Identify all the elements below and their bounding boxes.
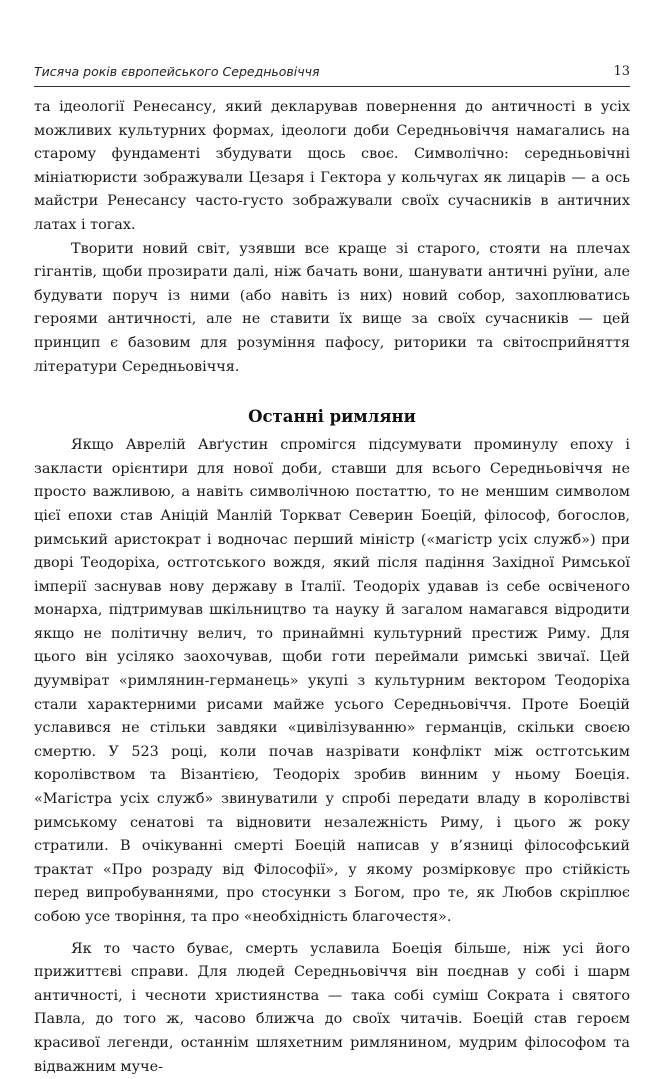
book-page <box>34 0 630 1075</box>
running-title: Тисяча років європейського Середньовіччя <box>34 64 320 79</box>
paragraph-continuation: та ідеології Ренесансу, який декларував повернення до античності в усіх можливих культурних формах, ідеологи доби Середньовіччя намагались на старому фундаменті збудувати щось своє. Символічно: середньовічні мініатюристи зображували Цезаря і Гектора у кольчугах як лицарів — а ось майстри Ренесансу часто-густо зображували своїх сучасників в античних латах і тогах. <box>34 99 630 233</box>
paragraph: Якщо Аврелій Авґустин спромігся підсумувати проминулу епоху і закласти орієнтири для нової доби, ставши для всього Середньовіччя не просто важливою, а навіть символічною постаттю, то не меншим символом цієї епохи став Аніцій Манлій Торкват Северин Боецій, філософ, богослов, римський аристократ і водночас перший міністр («магістр усіх служб») при дворі Теодоріха, остготського вождя, який після падіння Західної Римської імперії заснував нову державу в Італії. Теодоріх удавав із себе освіченого монарха, підтримував шкільництво та науку й загалом намагався відродити якщо не політичну велич, то принаймні культурний престиж Риму. Для цього він усіляко заохочував, щоби готи переймали римські звичаї. Цей дуумвірат «римлянин-германець» укупі з культурним вектором Теодоріха стали характерними рисами майже усього Середньовіччя. Проте Боецій уславився не стільки завдяки «цивілізуванню» германців, скільки своєю смертю. У 523 році, коли почав назрівати конфлікт між остготським королівством та Візантією, Теодоріх зробив винним у ньому Боеція. «Магістра усіх служб» звинуватили у спробі передати владу в королівстві римському сенатові та відновити незалежність Риму, і цього ж року стратили. В очікуванні смерті Боецій написав у в’язниці філософський трактат «Про розраду від Філософії», у якому розмірковує про стійкість перед випробуваннями, про стосунки з Богом, про те, як Любов скріплює собою усе творіння, та про «необхідність благочестя». <box>34 437 630 925</box>
running-header <box>34 64 630 87</box>
paragraph: Творити новий світ, узявши все краще зі старого, стояти на плечах гігантів, щоби прозирати далі, ніж бачать вони, шанувати античні руїни, але будувати поруч із ними (або навіть із них) новий собор, захоплюватись героями античності, але не ставити їх вище за своїх сучасників — цей принцип є базовим для розуміння пафосу, риторики та світосприйняття літератури Середньовіччя. <box>34 240 630 375</box>
page-number: 13 <box>613 64 630 79</box>
paragraph: Як то часто буває, смерть уславила Боеція більше, ніж усі його прижиттєві справи. Для людей Середньовіччя він поєднав у собі і шарм античності, і чесноти християнства — така собі суміш Сократа і святого Павла, до того ж, часово ближча до своїх читачів. Боецій став героєм красивої легенди, останнім шляхетним римлянином, мудрим філософом та відважним муче- <box>34 940 630 1075</box>
section-heading: Останні римляни <box>248 407 416 427</box>
main-text <box>34 96 630 1079</box>
